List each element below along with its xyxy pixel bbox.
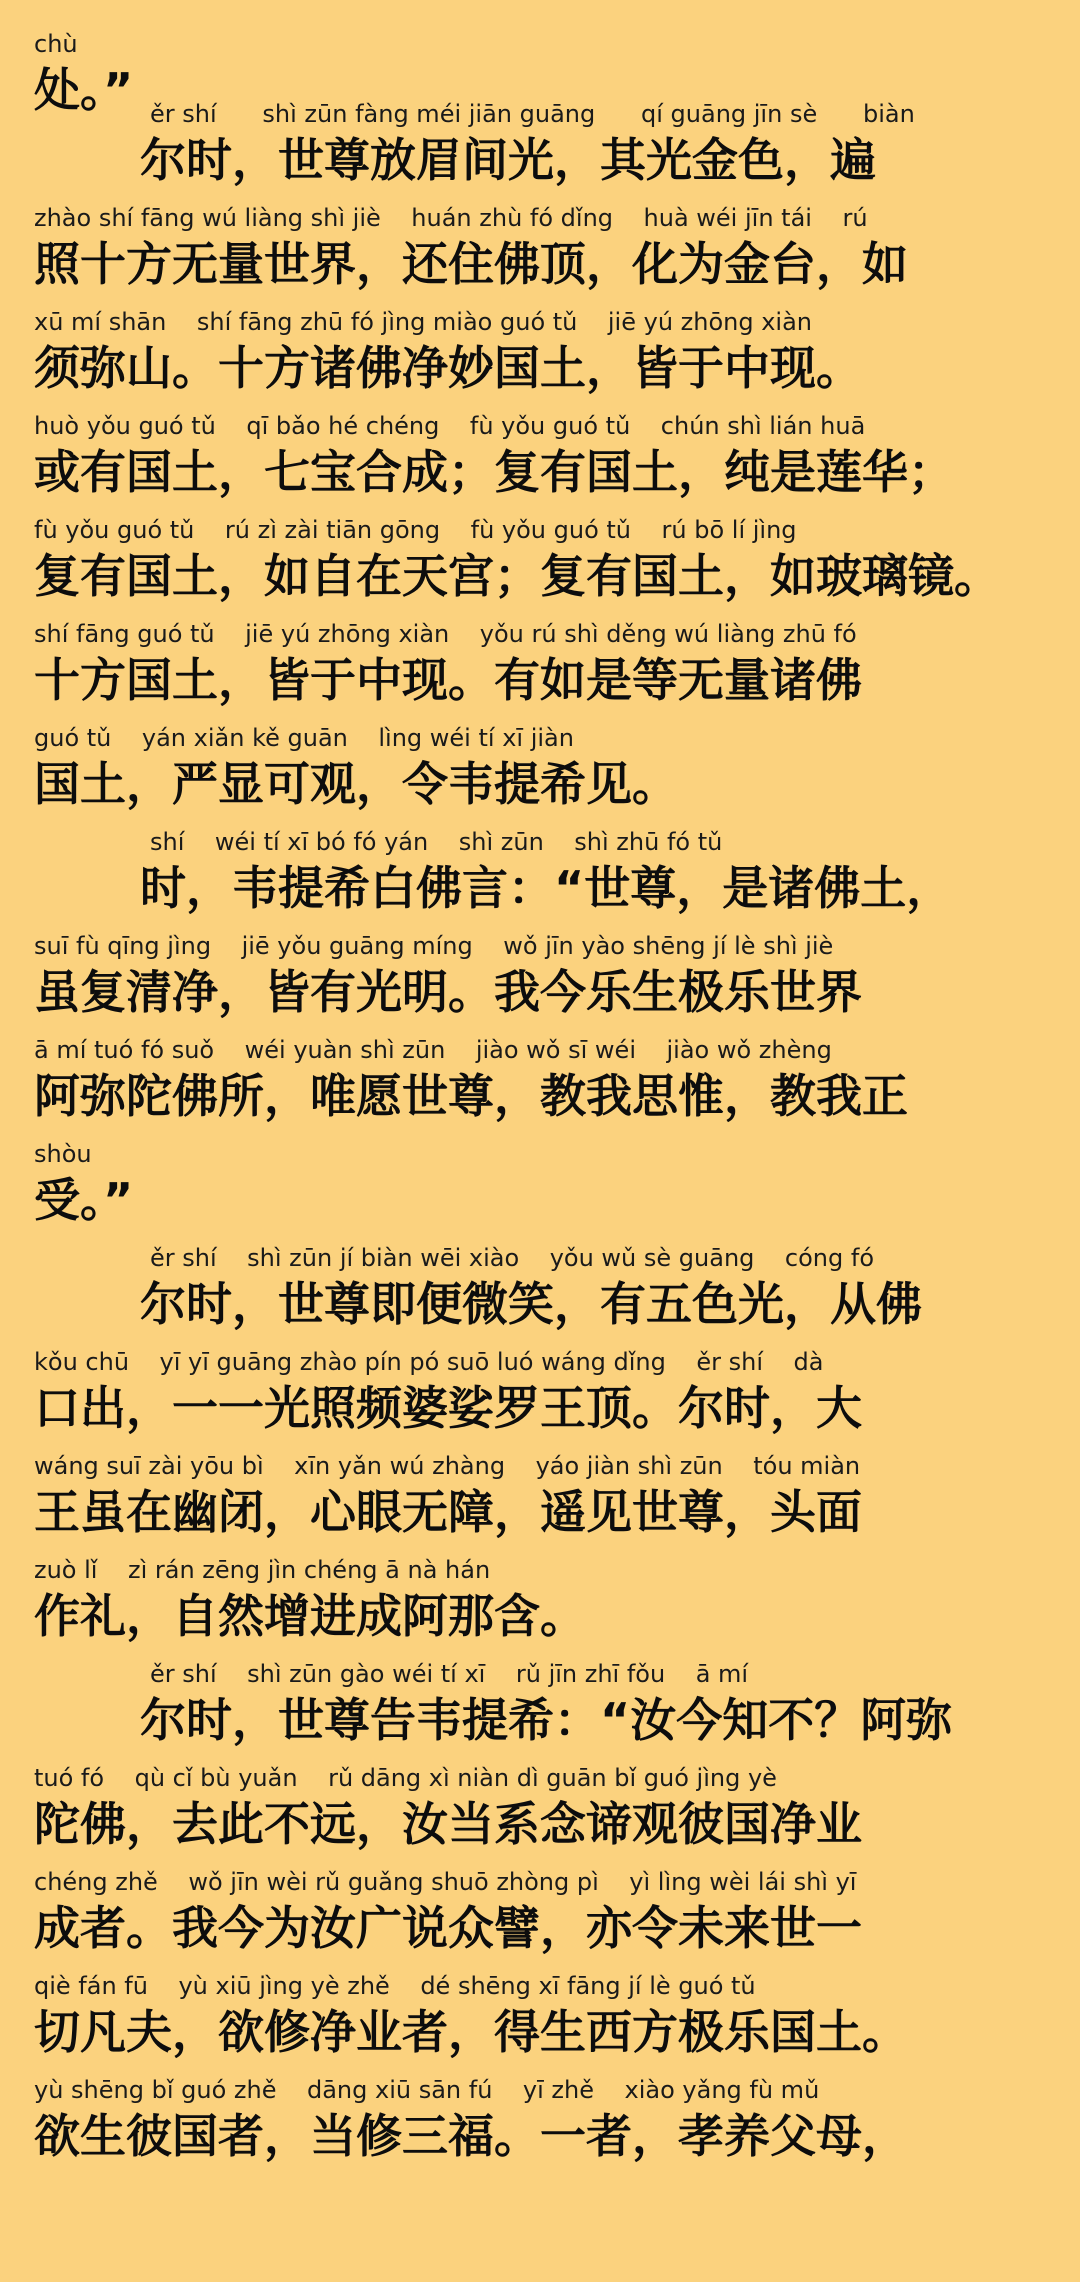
hanzi-row: 处。” bbox=[34, 63, 134, 117]
hanzi-row: 尔时，世尊放眉间光，其光金色，遍 bbox=[140, 133, 876, 187]
text-line bbox=[0, 2072, 1080, 2168]
hanzi-row: 时，韦提希白佛言：“世尊，是诸佛土， bbox=[140, 861, 953, 915]
text-line bbox=[0, 1864, 1080, 1960]
text-line bbox=[0, 1968, 1080, 2064]
text-line bbox=[0, 928, 1080, 1024]
pinyin-row: ěr shí shì zūn jí biàn wēi xiào yǒu wǔ sè guāng cóng fó bbox=[150, 1244, 874, 1272]
hanzi-row: 或有国土，七宝合成；复有国土，纯是莲华； bbox=[34, 445, 954, 499]
hanzi-row: 受。” bbox=[34, 1173, 134, 1227]
hanzi-row: 十方国土，皆于中现。有如是等无量诸佛 bbox=[34, 653, 862, 707]
text-line bbox=[0, 1032, 1080, 1128]
pinyin-row: wáng suī zài yōu bì xīn yǎn wú zhàng yáo jiàn shì zūn tóu miàn bbox=[34, 1452, 861, 1480]
text-line bbox=[0, 720, 1080, 816]
pinyin-row: zuò lǐ zì rán zēng jìn chéng ā nà hán bbox=[34, 1556, 491, 1584]
text-line bbox=[0, 96, 1080, 192]
hanzi-row: 口出，一一光照频婆娑罗王顶。尔时，大 bbox=[34, 1381, 862, 1435]
text-line bbox=[0, 1240, 1080, 1336]
text-line bbox=[0, 408, 1080, 504]
hanzi-row: 成者。我今为汝广说众譬，亦令未来世一 bbox=[34, 1901, 862, 1955]
text-line bbox=[0, 1760, 1080, 1856]
text-line bbox=[0, 1136, 1080, 1232]
pinyin-row: yù shēng bǐ guó zhě dāng xiū sān fú yī zhě xiào yǎng fù mǔ bbox=[34, 2076, 820, 2104]
pinyin-row: suī fù qīng jìng jiē yǒu guāng míng wǒ jīn yào shēng jí lè shì jiè bbox=[34, 932, 834, 960]
hanzi-row: 复有国土，如自在天宫；复有国土，如玻璃镜。 bbox=[34, 549, 1000, 603]
text-line bbox=[0, 200, 1080, 296]
text-line bbox=[0, 616, 1080, 712]
hanzi-row: 国土，严显可观，令韦提希见。 bbox=[34, 757, 678, 811]
pinyin-row: shòu bbox=[34, 1140, 92, 1168]
hanzi-row: 陀佛，去此不远，汝当系念谛观彼国净业 bbox=[34, 1797, 862, 1851]
pinyin-row: tuó fó qù cǐ bù yuǎn rǔ dāng xì niàn dì guān bǐ guó jìng yè bbox=[34, 1764, 777, 1792]
pinyin-row: huò yǒu guó tǔ qī bǎo hé chéng fù yǒu guó tǔ chún shì lián huā bbox=[34, 412, 866, 440]
pinyin-row: shí fāng guó tǔ jiē yú zhōng xiàn yǒu rú shì děng wú liàng zhū fó bbox=[34, 620, 857, 648]
hanzi-row: 虽复清净，皆有光明。我今乐生极乐世界 bbox=[34, 965, 862, 1019]
pinyin-row: qiè fán fū yù xiū jìng yè zhě dé shēng xī fāng jí lè guó tǔ bbox=[34, 1972, 756, 2000]
hanzi-row: 欲生彼国者，当修三福。一者，孝养父母， bbox=[34, 2109, 908, 2163]
text-line bbox=[0, 1656, 1080, 1752]
hanzi-row: 王虽在幽闭，心眼无障，遥见世尊，头面 bbox=[34, 1485, 862, 1539]
pinyin-row: fù yǒu guó tǔ rú zì zài tiān gōng fù yǒu guó tǔ rú bō lí jìng bbox=[34, 516, 797, 544]
pinyin-row: guó tǔ yán xiǎn kě guān lìng wéi tí xī jiàn bbox=[34, 724, 574, 752]
pinyin-row: zhào shí fāng wú liàng shì jiè huán zhù fó dǐng huà wéi jīn tái rú bbox=[34, 204, 868, 232]
hanzi-row: 阿弥陀佛所，唯愿世尊，教我思惟，教我正 bbox=[34, 1069, 908, 1123]
pinyin-row: ěr shí shì zūn gào wéi tí xī rǔ jīn zhī fǒu ā mí bbox=[150, 1660, 749, 1688]
hanzi-row: 照十方无量世界，还住佛顶，化为金台，如 bbox=[34, 237, 908, 291]
hanzi-row: 须弥山。十方诸佛净妙国土，皆于中现。 bbox=[34, 341, 862, 395]
pinyin-row: xū mí shān shí fāng zhū fó jìng miào guó tǔ jiē yú zhōng xiàn bbox=[34, 308, 813, 336]
text-line bbox=[0, 512, 1080, 608]
text-line bbox=[0, 304, 1080, 400]
pinyin-row: shí wéi tí xī bó fó yán shì zūn shì zhū fó tǔ bbox=[150, 828, 723, 856]
hanzi-row: 作礼，自然增进成阿那含。 bbox=[34, 1589, 586, 1643]
pinyin-row: ěr shí shì zūn fàng méi jiān guāng qí guāng jīn sè biàn bbox=[150, 100, 915, 128]
pinyin-row: ā mí tuó fó suǒ wéi yuàn shì zūn jiào wǒ sī wéi jiào wǒ zhèng bbox=[34, 1036, 832, 1064]
pinyin-row: kǒu chū yī yī guāng zhào pín pó suō luó wáng dǐng ěr shí dà bbox=[34, 1348, 824, 1376]
text-line bbox=[0, 1448, 1080, 1544]
hanzi-row: 尔时，世尊告韦提希：“汝今知不？阿弥 bbox=[140, 1693, 953, 1747]
pinyin-row: chù bbox=[34, 30, 78, 58]
text-line bbox=[0, 1552, 1080, 1648]
text-line bbox=[0, 1344, 1080, 1440]
text-line bbox=[0, 824, 1080, 920]
pinyin-row: chéng zhě wǒ jīn wèi rǔ guǎng shuō zhòng pì yì lìng wèi lái shì yī bbox=[34, 1868, 857, 1896]
hanzi-row: 尔时，世尊即便微笑，有五色光，从佛 bbox=[140, 1277, 922, 1331]
hanzi-row: 切凡夫，欲修净业者，得生西方极乐国土。 bbox=[34, 2005, 908, 2059]
